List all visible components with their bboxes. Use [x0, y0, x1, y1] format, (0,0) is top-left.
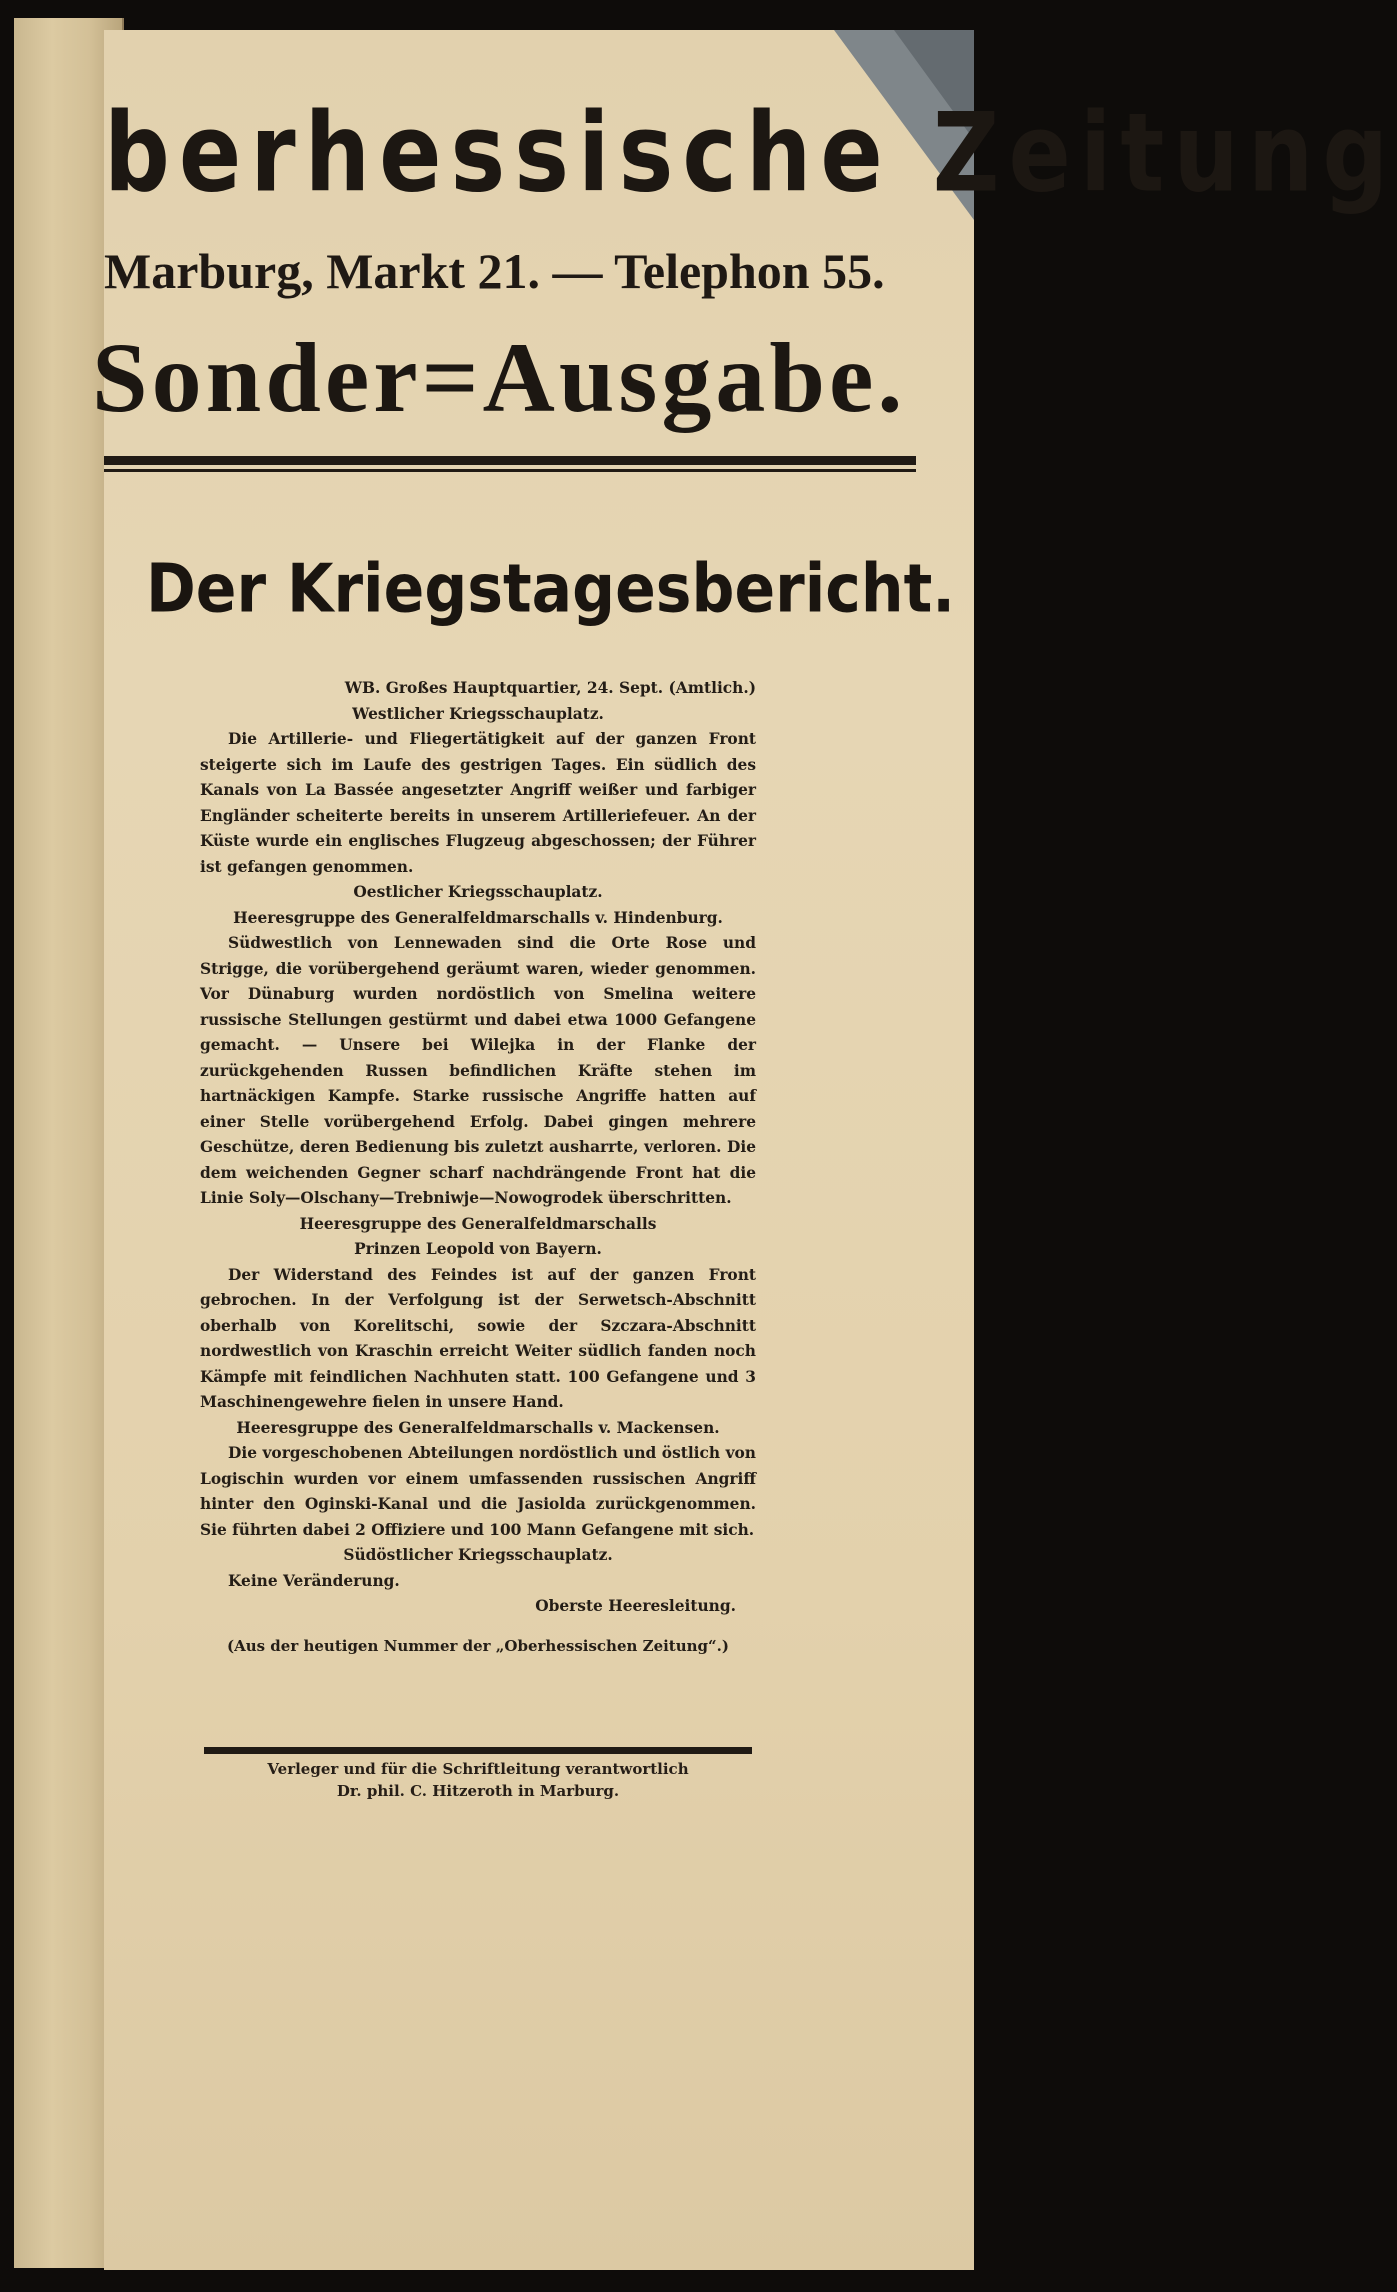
imprint	[204, 1758, 752, 1802]
report-title: Der Kriegstagesbericht.	[146, 550, 956, 629]
paragraph-leopold: Der Widerstand des Feindes ist auf der ganzen Front gebrochen. In der Verfolgung ist der Serwetsch-Abschnitt oberhalb von Korelitschi, sowie der Szczara-Abschnitt nordwestlich von Kraschin erreicht Weiter südlich fanden noch Kämpfe mit feindlichen Nachhuten statt. 100 Gefangene und 3 Maschinengewehre fielen in unsere Hand.	[200, 1265, 756, 1411]
header-rule	[104, 456, 916, 465]
army-group-heading-leopold-1: Heeresgruppe des Generalfeldmarschalls	[299, 1214, 657, 1233]
army-group-heading-mackensen: Heeresgruppe des Generalfeldmarschalls v. Mackensen.	[236, 1418, 720, 1437]
masthead-title: berhessische Zeitung	[104, 90, 1397, 217]
signature: Oberste Heeresleitung.	[535, 1597, 736, 1615]
paragraph-mackensen: Die vorgeschobenen Abteilungen nordöstlich und östlich von Logischin wurden vor einem umfassenden russischen Angriff hinter den Oginski-Kanal und die Jasiolda zurückgenommen. Sie führten dabei 2 Offiziere und 100 Mann Gefangene mit sich.	[200, 1444, 756, 1539]
section-heading-east: Oestlicher Kriegsschauplatz.	[353, 883, 603, 901]
army-group-heading-hindenburg: Heeresgruppe des Generalfeldmarschalls v. Hindenburg.	[233, 908, 723, 927]
source-note: (Aus der heutigen Nummer der „Oberhessischen Zeitung“.)	[227, 1636, 729, 1655]
masthead-address: Marburg, Markt 21. — Telephon 55.	[104, 243, 885, 299]
section-heading-west: Westlicher Kriegsschauplatz.	[352, 704, 604, 723]
dateline: WB. Großes Hauptquartier, 24. Sept. (Amtlich.)	[344, 679, 756, 697]
paragraph-hindenburg: Südwestlich von Lennewaden sind die Orte Rose und Strigge, die vorübergehend geräumt waren, wieder genommen. Vor Dünaburg wurden nordöstlich von Smelina weitere russische Stellungen gestürmt und dabei etwa 1000 Gefangene gemacht. — Unsere bei Wilejka in der Flanke der zurückgehenden Russen befindlichen Kräfte stehen im hartnäckigen Kampfe. Starke russische Angriffe hatten auf einer Stelle vorübergehend Erfolg. Dabei gingen mehrere Geschütze, deren Bedienung bis zuletzt ausharrte, verloren. Die dem weichenden Gegner scharf nachdrängende Front hat die Linie Soly—Olschany—Trebniwje—Nowogrodek überschritten.	[200, 934, 756, 1207]
footer-rule	[204, 1747, 752, 1754]
header-rule-thin	[104, 469, 916, 472]
paragraph-west: Die Artillerie- und Fliegertätigkeit auf der ganzen Front steigerte sich im Laufe des gestrigen Tages. Ein südlich des Kanals von La Bassée angesetzter Angriff weißer und farbiger Engländer scheiterte bereits in unserem Artilleriefeuer. An der Küste wurde ein englisches Flugzeug abgeschossen; der Führer ist gefangen genommen.	[200, 730, 756, 876]
report-body	[200, 676, 756, 1659]
army-group-heading-leopold-2: Prinzen Leopold von Bayern.	[354, 1240, 602, 1258]
section-heading-southeast: Südöstlicher Kriegsschauplatz.	[343, 1546, 613, 1564]
imprint-line-1: Verleger und für die Schriftleitung verantwortlich	[267, 1760, 689, 1778]
imprint-line-2: Dr. phil. C. Hitzeroth in Marburg.	[336, 1782, 620, 1800]
newspaper-sheet	[92, 30, 1397, 2270]
paragraph-southeast: Keine Veränderung.	[228, 1571, 400, 1590]
edition-label: Sonder=Ausgabe.	[92, 322, 907, 433]
